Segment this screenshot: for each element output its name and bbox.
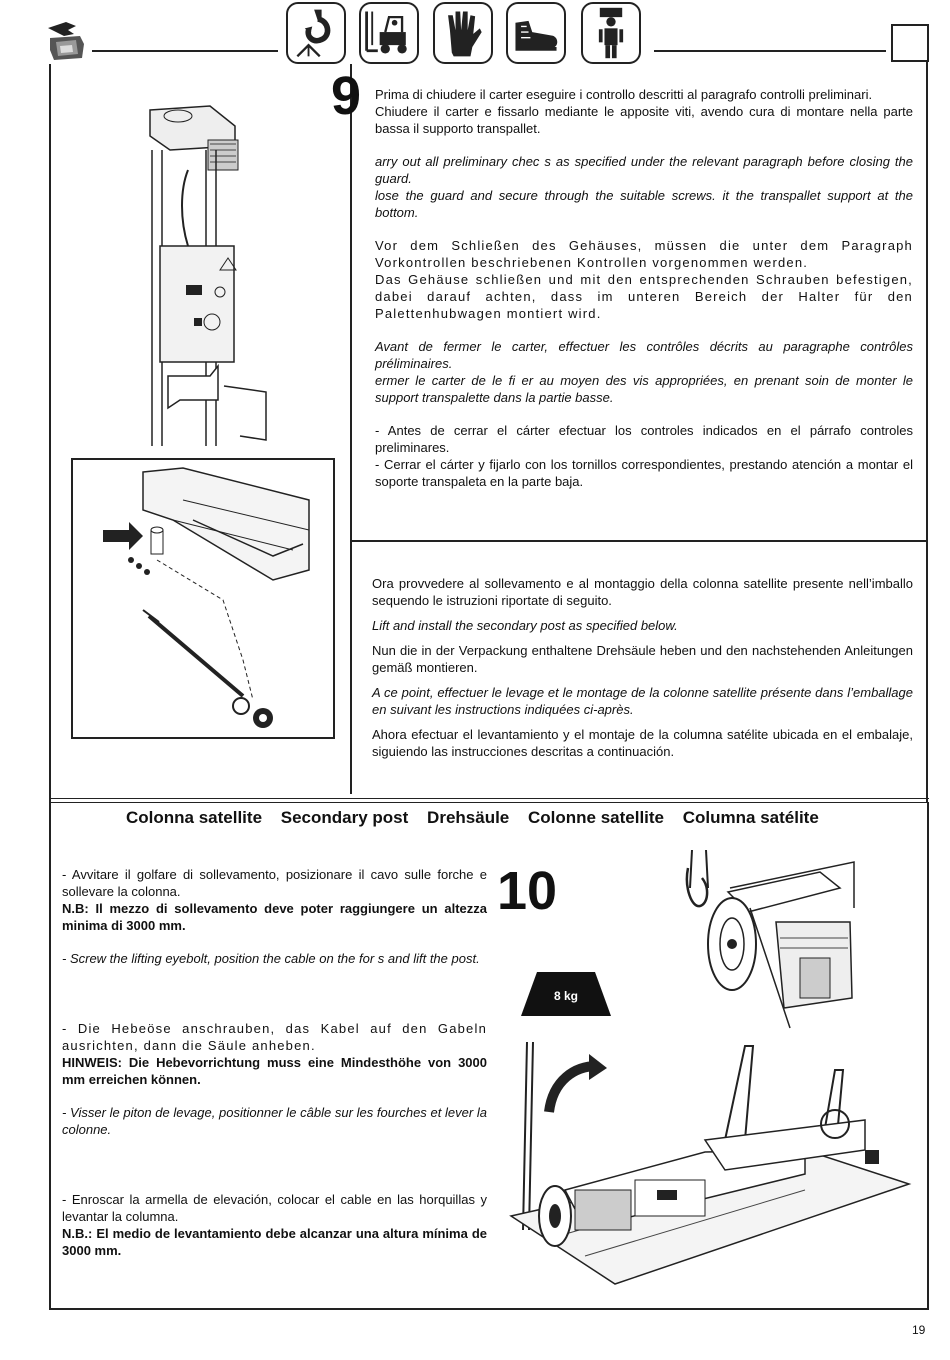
lifting-eyebolt-drawing bbox=[680, 848, 858, 1030]
intro-it: Ora provvedere al sollevamento e al montaggio della colonna satellite presente nell’imballo sequendo le istruzioni riportate di seguito. bbox=[372, 576, 913, 608]
step9-fr-line-2: ermer le carter de le fi er au moyen des vis appropriées, en prenant soin de monter le support transpalette dans la partie basse. bbox=[375, 373, 913, 405]
secondary-post-column-drawing bbox=[140, 100, 270, 450]
step-10-number: 10 bbox=[497, 861, 558, 921]
header-rule-left bbox=[92, 50, 278, 52]
step10-de-text: - Die Hebeöse anschrauben, das Kabel auf den Gabeln ausrichten, dann die Säule anheben. bbox=[62, 1021, 487, 1053]
intro-en: Lift and install the secondary post as specified below. bbox=[372, 618, 678, 633]
intro-text-block bbox=[372, 575, 913, 760]
operator-icon bbox=[581, 2, 641, 64]
step9-it-line-1: Prima di chiudere il carter eseguire i controllo descritti al paragrafo controlli preliminari. bbox=[375, 87, 873, 102]
weight-label: 8 kg bbox=[553, 989, 578, 1003]
lifting-hook-icon bbox=[286, 2, 346, 64]
section-title-de: Drehsäule bbox=[427, 808, 510, 827]
section-title bbox=[126, 808, 886, 828]
transpallet-support-detail-box bbox=[71, 458, 335, 739]
step9-text-block bbox=[375, 86, 913, 490]
step9-en-line-2: lose the guard and secure through the suitable screws. it the transpallet support at the bottom. bbox=[375, 188, 913, 220]
step9-de-line-1: Vor dem Schließen des Gehäuses, müssen die unter dem Paragraph Vorkontrollen beschriebenen Kontrollen vorgenommen werden. bbox=[375, 238, 913, 270]
step9-fr-line-1: Avant de fermer le carter, effectuer les contrôles décrits au paragraphe contrôles préliminaires. bbox=[375, 339, 913, 371]
safety-shoe-icon bbox=[506, 2, 566, 64]
right-frame-border-lower bbox=[927, 802, 929, 1310]
step9-es-line-1: - Antes de cerrar el cárter efectuar los controles indicados en el párrafo controles preliminares. bbox=[375, 423, 913, 455]
middle-divider bbox=[350, 64, 352, 794]
section-divider-2 bbox=[49, 802, 929, 803]
step9-es-line-2: - Cerrar el cárter y fijarlo con los tornillos correspondientes, prestando atención a montar el soporte transpaleta en la parte baja. bbox=[375, 457, 913, 489]
step-9-number: 9 bbox=[331, 66, 362, 126]
section-title-it: Colonna satellite bbox=[126, 808, 263, 827]
intro-de: Nun die in der Verpackung enthaltene Drehsäule heben und den nachstehenden Anleitungen gemäß montieren. bbox=[372, 643, 913, 675]
intro-es: Ahora efectuar el levantamiento y el montaje de la columna satélite ubicada en el embalaje, siguiendo las instrucciones descritas a continuación. bbox=[372, 727, 913, 759]
step9-en-line-1: arry out all preliminary chec s as specified under the relevant paragraph before closing the guard. bbox=[375, 154, 913, 186]
left-frame-border bbox=[49, 64, 51, 1310]
step10-it-note: N.B: Il mezzo di sollevamento deve poter raggiungere un altezza minima di 3000 mm. bbox=[62, 901, 487, 933]
section-divider bbox=[49, 798, 929, 799]
page-corner-box bbox=[891, 24, 929, 62]
section-title-es: Columna satélite bbox=[682, 808, 819, 827]
step10-es-text: - Enroscar la armella de elevación, colocar el cable en las horquillas y levantar la columna. bbox=[62, 1192, 487, 1224]
step10-text-block bbox=[62, 866, 487, 1259]
step10-it-text: - Avvitare il golfare di sollevamento, posizionare il cavo sulle forche e sollevare la colonna. bbox=[62, 867, 487, 899]
step10-de-note: HINWEIS: Die Hebevorrichtung muss eine Mindesthöhe von 3000 mm erreichen können. bbox=[62, 1055, 487, 1087]
bottom-frame-border bbox=[49, 1308, 929, 1310]
step9-it-line-2: Chiudere il carter e fissarlo mediante le apposite viti, avendo cura di montare nella parte bassa il supporto transpallet. bbox=[375, 104, 913, 136]
step10-fr-text: - Visser le piton de levage, positionner le câble sur les fourches et lever la colonne. bbox=[62, 1105, 487, 1137]
right-frame-border-upper bbox=[926, 62, 928, 802]
step10-es-note: N.B.: El medio de levantamiento debe alcanzar una altura mínima de 3000 mm. bbox=[62, 1226, 487, 1258]
manufacturer-logo bbox=[46, 18, 88, 64]
protective-glove-icon bbox=[433, 2, 493, 64]
step9-de-line-2: Das Gehäuse schließen und mit den entsprechenden Schrauben befestigen, dabei darauf achten, dass im unteren Bereich der Halter für den Palettenhubwagen montiert wird. bbox=[375, 272, 913, 321]
intro-fr: A ce point, effectuer le levage et le montage de la colonne satellite présente dans l’emballage en suivant les instructions indiquées ci-après. bbox=[372, 685, 913, 717]
forklift-icon bbox=[359, 2, 419, 64]
page-number: 19 bbox=[912, 1323, 926, 1337]
section-title-fr: Colonne satellite bbox=[527, 808, 665, 827]
section-title-en: Secondary post bbox=[280, 808, 409, 827]
step10-en-text: - Screw the lifting eyebolt, position the cable on the for s and lift the post. bbox=[62, 951, 480, 966]
post-lifting-from-pallet-drawing bbox=[505, 1040, 915, 1300]
step9-divider bbox=[350, 540, 926, 542]
header-rule-right bbox=[654, 50, 886, 52]
